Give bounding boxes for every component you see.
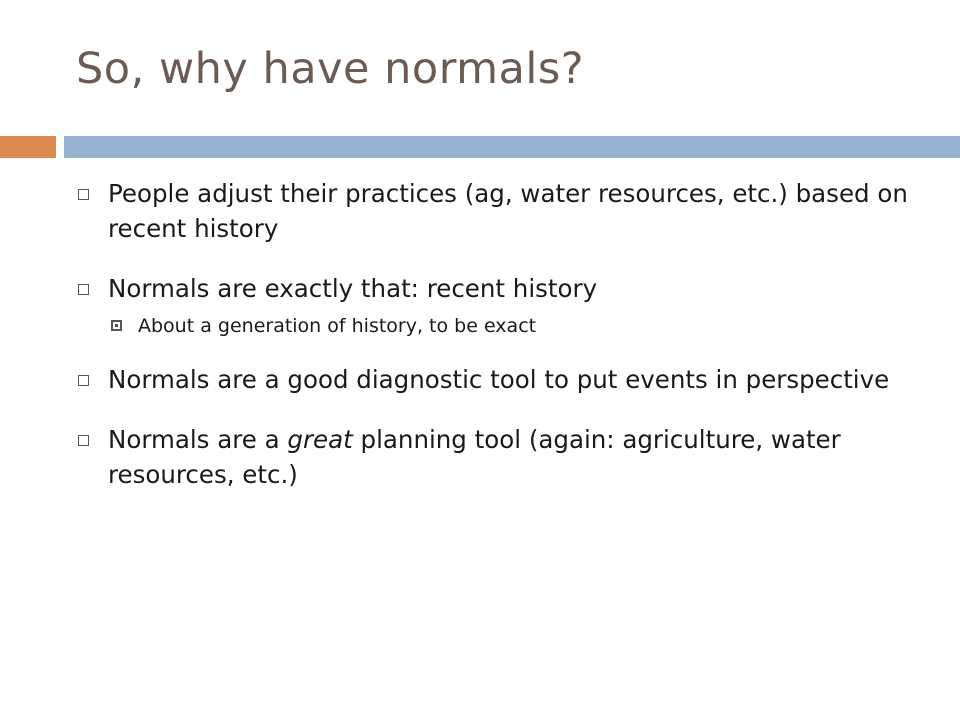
bullet-item: [78, 271, 938, 306]
bullet-list: [78, 176, 938, 517]
bullet-text: People adjust their practices (ag, water resources, etc.) based on recent history: [108, 179, 908, 243]
bullet-text-part: planning tool (again: agriculture, water resources, etc.): [108, 425, 841, 489]
sub-bullet-text: About a generation of history, to be exact: [138, 315, 537, 337]
bullet-text-emphasis: great: [287, 425, 353, 454]
bullet-item: [78, 422, 938, 492]
title-underline-orange: [0, 136, 56, 158]
title-underline-blue: [64, 136, 960, 158]
sub-bullet-item: [78, 312, 938, 340]
square-bullet-icon: [78, 284, 89, 295]
bullet-text: [108, 425, 841, 489]
bullet-item: [78, 362, 938, 397]
filled-square-bullet-icon: [111, 320, 122, 331]
bullet-text-part: Normals are a: [108, 425, 288, 454]
bullet-text: Normals are exactly that: recent history: [108, 274, 598, 303]
bullet-text: Normals are a good diagnostic tool to put events in perspective: [108, 365, 890, 394]
square-bullet-icon: [78, 189, 89, 200]
square-bullet-icon: [78, 435, 89, 446]
square-bullet-icon: [78, 375, 89, 386]
bullet-item: [78, 176, 938, 246]
slide-title: So, why have normals?: [76, 44, 585, 94]
